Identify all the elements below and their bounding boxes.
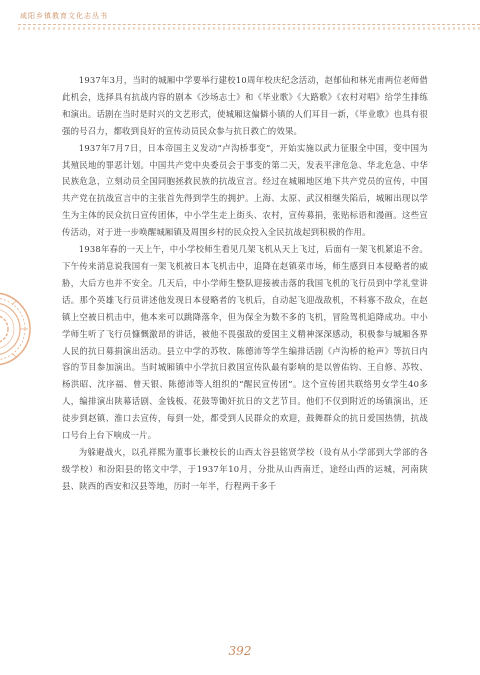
header-dot-band bbox=[18, 27, 480, 30]
paragraph-2: 1937年7月7日，日本帝国主义发动“卢沟桥事变”，开始实施以武力征服全中国，变中国为其殖民地的罪恶计划。中国共产党中央委员会于事变的第二天，发表平津危急、华北危急、中华民族危急，立刻动员全国同胞拯救民族的抗战宣言。经过在城厢地区地下共产党员的宣传，中国共产党在抗战宣言中的主张首先得到学生的拥护。上海、太原、武汉相继失陷后，城厢出现以学生为主体的民众抗日宣传团体，中小学生走上街头、农村，宣传募捐，张贴标语和漫画。这些宣传活动，对于进一步唤醒城厢镇及周围乡村的民众投入全民抗战起到积极的作用。 bbox=[62, 142, 428, 238]
circular-seal-emblem-icon bbox=[0, 288, 34, 370]
paragraph-4: 为躲避战火，以孔祥熙为董事长兼校长的山西太谷县铭贤学校（设有从小学部到大学部的各级学校）和汾阳县的铭文中学，于1937年10月，分批从山西南迁，途经山西的运城，河南陕县、陕西的西安和汉县等地，历时一年半，行程两千多千 bbox=[62, 446, 428, 491]
paragraph-1: 1937年3月，当时的城厢中学要举行建校10周年校庆纪念活动，赵郁仙和林光甫两位老师借此机会，选择具有抗战内容的剧本《沙场志士》和《毕业歌》《大路歌》《农村对唱》给学生排练和演出。话剧在当时是时兴的文艺形式，使城厢这偏僻小镇的人们耳目一新，《毕业歌》也具有很强的号召力，都收到良好的宣传动员民众参与抗日救亡的效果。 bbox=[62, 75, 428, 136]
running-header: 咸阳乡镇教育文化志丛书 bbox=[20, 12, 108, 20]
paragraph-3: 1938年春的一天上午，中小学校师生看见几架飞机从天上飞过，后面有一架飞机紧追不舍。下午传来消息说我国有一架飞机被日本飞机击中，追降在赵镇菜市场，师生感到日本侵略者的威胁，大后方也并不安全。几天后，中小学师生整队迎接被击落的我国飞机的飞行员到中学礼堂讲话。那个英雄飞行员讲述他发现日本侵略者的飞机后，自动起飞迎战敌机，不料寡不敌众，在赵镇上空被日机击中，他本来可以跳降落伞，但为保全为数不多的飞机，冒险驾机追降成功。中小学师生听了飞行员慷慨激昂的讲话，被他不畏强敌的爱国主义精神深深感动，积极参与城厢各界人民的抗日募捐演出活动。县立中学的苏牧、陈德沛等学生编排话剧《卢沟桥的枪声》等抗日内容的节目参加演出。当时城厢镇中小学抗日救国宣传队最有影响的是以曾佑钧、王自修、苏牧、杨洪昭、沈序福、曾天银、陈德沛等人组织的“醒民宣传团”。这个宣传团共联络男女学生40多人，编排演出陕幕话剧、金钱板、花鼓等锄奸抗日的文艺节目。他们不仅到附近的场镇演出，还徒步到赵镇、淮口去宣传，每到一处，都受到人民群众的欢迎，鼓舞群众的抗日爱国热情，抗战口号台上台下响成一片。 bbox=[62, 244, 428, 441]
header-rule bbox=[18, 24, 480, 25]
page-number: 392 bbox=[228, 644, 252, 658]
body-text bbox=[62, 72, 428, 495]
